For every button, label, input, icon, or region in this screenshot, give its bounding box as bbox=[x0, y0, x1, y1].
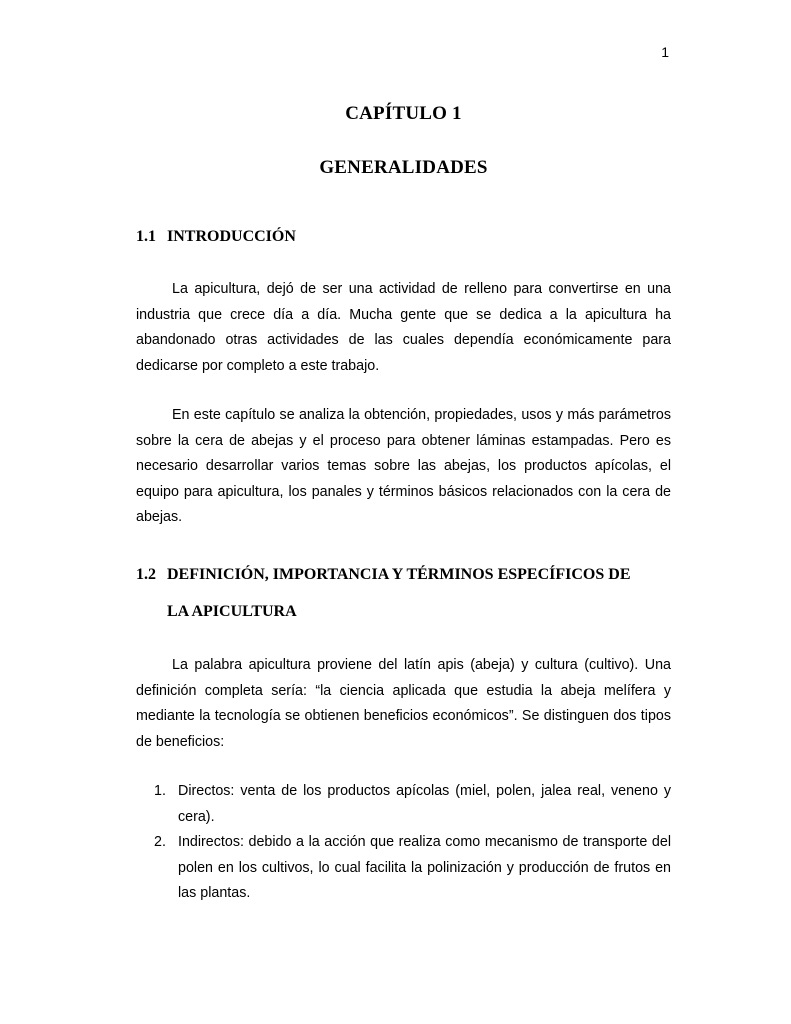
paragraph-intro-2: En este capítulo se analiza la obtención, propiedades, usos y más parámetros sobre la cera de abejas y el proceso para obtener láminas estampadas. Pero es necesario desarrollar varios temas sobre las abejas, los productos apícolas, el equipo para apicultura, los panales y términos básicos relacionados con la cera de abejas. bbox=[136, 407, 671, 526]
paragraph-intro-1: La apicultura, dejó de ser una actividad de relleno para convertirse en una industria que crece día a día. Mucha gente que se dedica a la apicultura ha abandonado otras actividades de las cuales dependía económicamente para dedicarse por completo a este trabajo. bbox=[136, 281, 671, 374]
paragraph-definicion: La palabra apicultura proviene del latín apis (abeja) y cultura (cultivo). Una definición completa sería: “la ciencia aplicada que estudia la abeja melífera y mediante la tecnología se obtienen beneficios económicos”. Se distinguen dos tipos de beneficios: bbox=[136, 657, 671, 750]
list-item-text: Indirectos: debido a la acción que realiza como mecanismo de transporte del polen en los cultivos, lo cual facilita la polinización y producción de frutos en las plantas. bbox=[178, 834, 671, 902]
list-marker: 1. bbox=[154, 783, 166, 799]
benefits-list bbox=[136, 779, 671, 907]
section-number: 1.1 bbox=[136, 228, 156, 245]
page-number: 1 bbox=[661, 44, 669, 60]
list-item bbox=[136, 830, 671, 907]
section-title-line1: DEFINICIÓN, IMPORTANCIA Y TÉRMINOS ESPECÍFICOS DE bbox=[167, 566, 631, 583]
list-item bbox=[136, 779, 671, 830]
section-number: 1.2 bbox=[136, 566, 156, 583]
section-heading-definicion-line2 bbox=[167, 603, 297, 621]
list-item-text: Directos: venta de los productos apícolas (miel, polen, jalea real, veneno y cera). bbox=[178, 783, 671, 825]
section-title: INTRODUCCIÓN bbox=[167, 228, 296, 245]
chapter-subtitle: GENERALIDADES bbox=[319, 157, 488, 178]
section-heading-introduccion bbox=[136, 228, 296, 246]
section-title-line2: LA APICULTURA bbox=[167, 603, 297, 620]
section-heading-definicion bbox=[136, 566, 631, 584]
chapter-title: CAPÍTULO 1 bbox=[345, 103, 462, 124]
list-marker: 2. bbox=[154, 834, 166, 851]
